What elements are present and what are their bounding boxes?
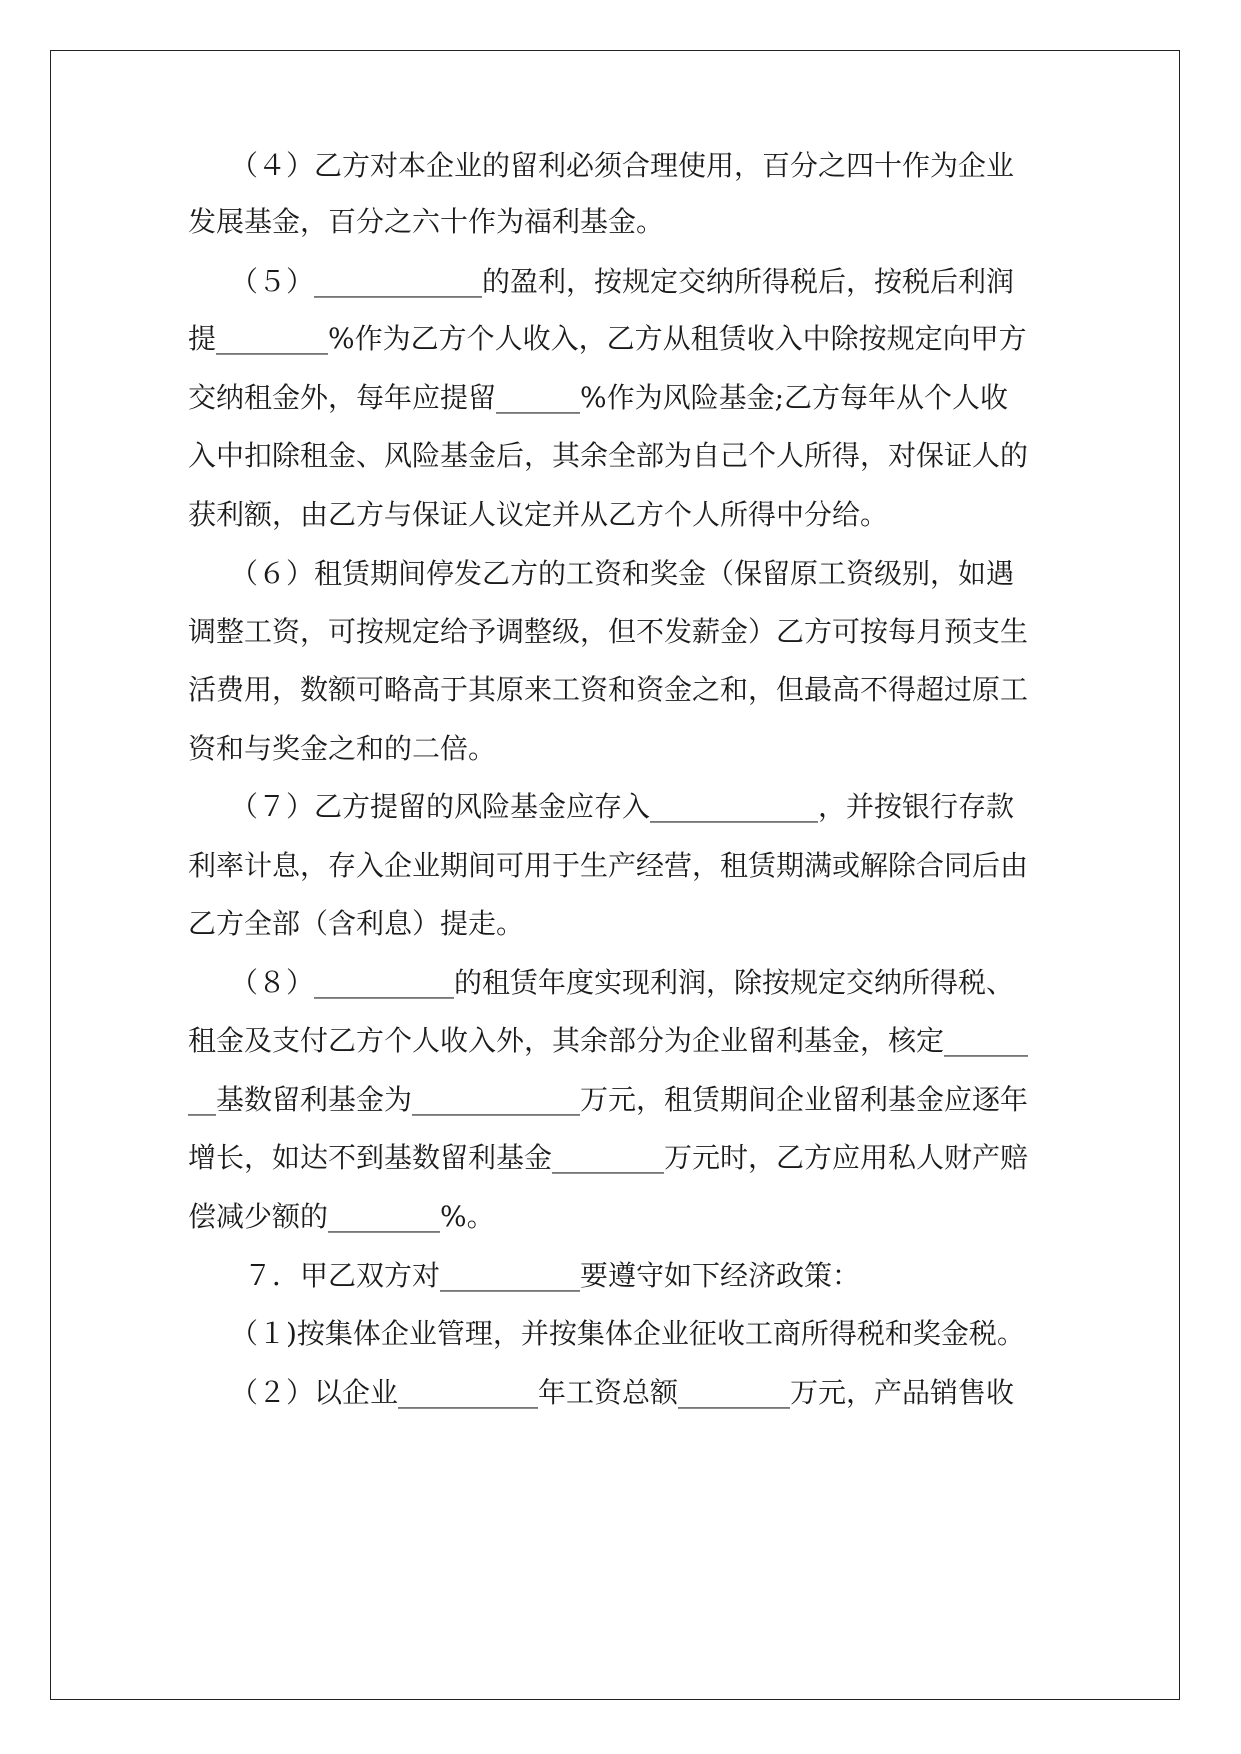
- text-line: （８）__________的租赁年度实现利润，除按规定交纳所得税、: [188, 966, 1015, 999]
- text-line: 利率计息，存入企业期间可用于生产经营，租赁期满或解除合同后由: [188, 849, 1029, 882]
- text-line: 发展基金，百分之六十作为福利基金。: [188, 205, 665, 238]
- text-line: 提________%作为乙方个人收入，乙方从租赁收入中除按规定向甲方: [188, 322, 1027, 355]
- text-line: （２）以企业__________年工资总额________万元，产品销售收: [188, 1376, 1015, 1409]
- text-line: （５）____________的盈利，按规定交纳所得税后，按税后利润: [188, 265, 1015, 298]
- text-line: 获利额，由乙方与保证人议定并从乙方个人所得中分给。: [188, 498, 889, 531]
- text-line: （６）租赁期间停发乙方的工资和奖金（保留原工资级别，如遇: [188, 557, 1015, 590]
- text-line: （１)按集体企业管理，并按集体企业征收工商所得税和奖金税。: [188, 1317, 1025, 1350]
- text-line: 资和与奖金之和的二倍。: [188, 732, 497, 765]
- text-line: 入中扣除租金、风险基金后，其余全部为自己个人所得，对保证人的: [188, 439, 1029, 472]
- text-line: 租金及支付乙方个人收入外，其余部分为企业留利基金，核定______: [188, 1024, 1029, 1057]
- text-line: （７）乙方提留的风险基金应存入____________，并按银行存款: [188, 790, 1015, 823]
- text-line: __基数留利基金为____________万元，租赁期间企业留利基金应逐年: [188, 1083, 1029, 1116]
- text-line: 活费用，数额可略高于其原来工资和资金之和，但最高不得超过原工: [188, 673, 1029, 706]
- text-line: 偿减少额的________%。: [188, 1200, 495, 1233]
- text-line: 交纳租金外，每年应提留______%作为风险基金;乙方每年从个人收: [188, 381, 1009, 414]
- text-line: ７．甲乙双方对__________要遵守如下经济政策：: [188, 1259, 861, 1292]
- text-line: 增长，如达不到基数留利基金________万元时，乙方应用私人财产赔: [188, 1141, 1029, 1174]
- text-line: 调整工资，可按规定给予调整级，但不发薪金）乙方可按每月预支生: [188, 615, 1029, 648]
- text-line: （４）乙方对本企业的留利必须合理使用，百分之四十作为企业: [188, 149, 1015, 182]
- text-line: 乙方全部（含利息）提走。: [188, 907, 525, 940]
